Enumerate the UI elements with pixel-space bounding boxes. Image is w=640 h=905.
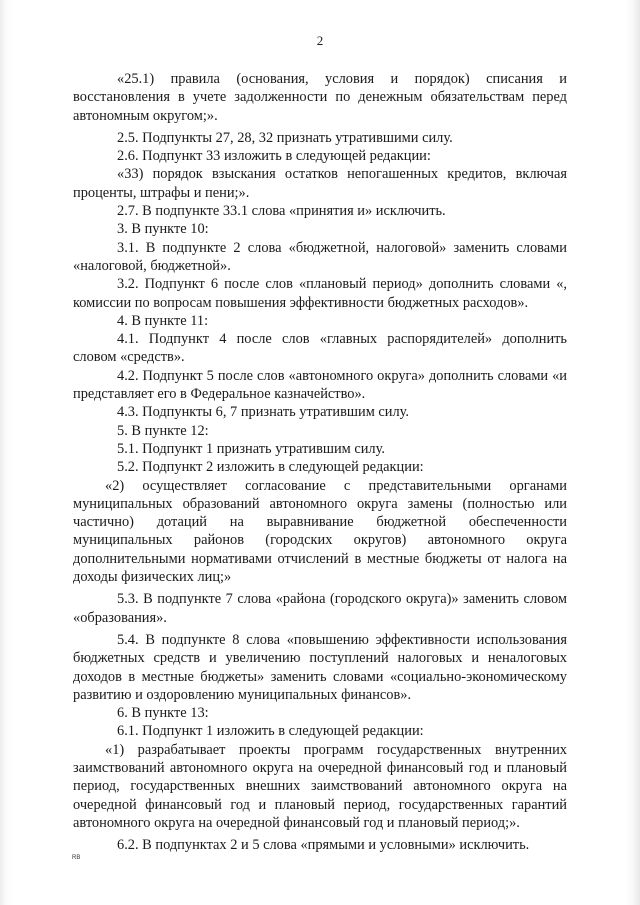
paragraph-quote-1: «1) разрабатывает проекты программ государственных внутренних заимствований автономного округа на очередной финансовый год и плановый период, государственных внешних заимствований автономного округа на очередной финансовый год и плановый период, государственных гарантий автономного округа на очередной финансовый год и плановый период;».	[73, 741, 567, 831]
footer-mark: RB	[72, 855, 81, 861]
paragraph-3-2: 3.2. Подпункт 6 после слов «плановый период» дополнить словами «, комиссии по вопросам повышения эффективности бюджетных расходов».	[73, 276, 567, 311]
paragraph-6: 6. В пункте 13:	[117, 705, 209, 722]
paragraph-4-1: 4.1. Подпункт 4 после слов «главных распорядителей» дополнить словом «средств».	[73, 331, 567, 366]
page-number: 2	[316, 33, 324, 48]
paragraph-2-7: 2.7. В подпункте 33.1 слова «принятия и» исключить.	[117, 203, 446, 220]
paragraph-25-1: «25.1) правила (основания, условия и порядок) списания и восстановления в учете задолженности по денежным обязательствам перед автономным округом;».	[73, 71, 567, 124]
paragraph-5-2: 5.2. Подпункт 2 изложить в следующей редакции:	[117, 459, 424, 476]
paragraph-2-6: 2.6. Подпункт 33 изложить в следующей редакции:	[117, 148, 431, 165]
paragraph-6-2: 6.2. В подпунктах 2 и 5 слова «прямыми и условными» исключить.	[117, 837, 530, 854]
paragraph-4: 4. В пункте 11:	[117, 312, 209, 329]
paragraph-5-1: 5.1. Подпункт 1 признать утратившим силу.	[117, 440, 385, 457]
paragraph-5-4: 5.4. В подпункте 8 слова «повышению эффективности использования бюджетных средств и увеличению поступлений налоговых и неналоговых доходов в местные бюджеты» заменить словами «социально-экономическому развитию и оздоровлению муниципальных финансов».	[73, 631, 567, 703]
paragraph-6-1: 6.1. Подпункт 1 изложить в следующей редакции:	[117, 723, 424, 740]
paragraph-5-3: 5.3. В подпункте 7 слова «района (городского округа)» заменить словом «образования».	[73, 591, 567, 626]
paragraph-quote-2: «2) осуществляет согласование с представительными органами муниципальных образований автономного округа замены (полностью или частично) дотаций на выравнивание бюджетной обеспеченности муниципальных районов (городских округов) автономного округа дополнительными нормативами отчислений в местные бюджеты от налога на доходы физических лиц;»	[73, 477, 567, 586]
paragraph-4-2: 4.2. Подпункт 5 после слов «автономного округа» дополнить словами «и представляет его в Федеральное казначейство».	[73, 367, 567, 403]
paragraph-quote-33: «33) порядок взыскания остатков непогашенных кредитов, включая проценты, штрафы и пени;».	[73, 166, 567, 201]
paragraph-4-3: 4.3. Подпункты 6, 7 признать утратившим силу.	[117, 404, 410, 421]
paragraph-3-1: 3.1. В подпункте 2 слова «бюджетной, налоговой» заменить словами «налоговой, бюджетной».	[73, 239, 567, 274]
document-body	[73, 70, 567, 854]
paragraph-5: 5. В пункте 12:	[117, 422, 209, 439]
paragraph-3: 3. В пункте 10:	[117, 221, 209, 238]
paragraph-2-5: 2.5. Подпункты 27, 28, 32 признать утратившими силу.	[117, 129, 453, 146]
